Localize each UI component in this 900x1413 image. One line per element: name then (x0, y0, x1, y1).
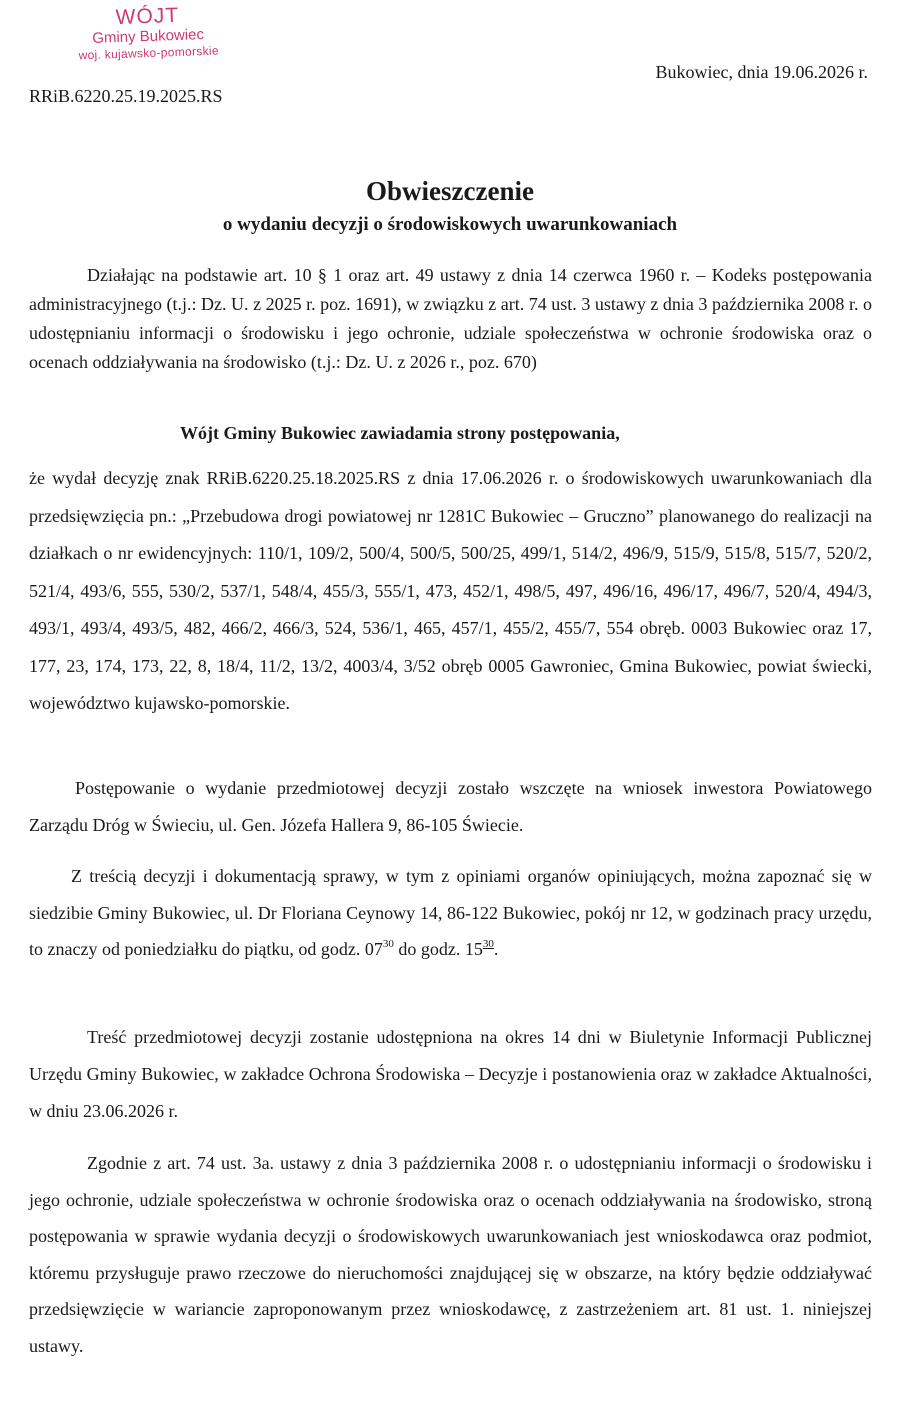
publication-paragraph: Treść przedmiotowej decyzji zostanie udostępniona na okres 14 dni w Biuletynie Informacji Publicznej Urzędu Gminy Bukowiec, w zakładce Ochrona Środowiska – Decyzje i postanowienia oraz w zakładce Aktualności, w dniu 23.06.2026 r. (29, 1027, 872, 1121)
hour-from: 07 (364, 939, 383, 959)
inspection-end: . (493, 939, 499, 959)
legal-basis-paragraph: Działając na podstawie art. 10 § 1 oraz art. 49 ustawy z dnia 14 czerwca 1960 r. – Kodeks postępowania administracyjnego (t.j.: Dz. U. z 2025 r. poz. 1691), w związku z art. 74 ust. 3 ustawy z dnia 3 października 2008 r. o udostępnianiu informacji o środowisku i jego ochronie, udziale społeczeństwa w ochronie środowiska oraz o ocenach oddziaływania na środowisko (t.j.: Dz. U. z 2026 r., poz. 670) (29, 265, 872, 372)
proceedings-text: Postępowanie o wydanie przedmiotowej decyzji zostało wszczęte na wniosek inwestora Powiatowego Zarządu Dróg w Świeciu, ul. Gen. Józefa Hallera 9, 86-105 Świecie. (29, 778, 872, 835)
inspection-text: Z treścią decyzji i dokumentacją sprawy, w tym z opiniami organów opiniujących, można zapoznać się w siedzibie Gminy Bukowiec, ul. Dr Floriana Ceynowy 14, 86-122 Bukowiec, pokój nr 12, w godzinach pracy urzędu, to znaczy od poniedziałku do piątku, od godz. (29, 866, 872, 959)
stamp-municipality: Gminy Bukowiec (92, 26, 205, 47)
stamp-title: WÓJT (115, 3, 180, 30)
proceedings-paragraph (29, 770, 872, 844)
stamp-voivodeship: woj. kujawsko-pomorskie (78, 43, 220, 63)
place-and-date: Bukowiec, dnia 19.06.2026 r. (655, 62, 868, 82)
hour-to: 15 (464, 939, 483, 959)
document-subtitle: o wydaniu decyzji o środowiskowych uwarunkowaniach (222, 214, 678, 235)
official-stamp (47, 3, 249, 64)
inspection-paragraph (29, 858, 872, 968)
parties-paragraph: Zgodnie z art. 74 ust. 3a. ustawy z dnia 3 października 2008 r. o udostępnianiu informacji o środowisku i jego ochronie, udziale społeczeństwa w ochronie środowiska oraz o ocenach oddziaływania na środowisko, stroną postępowania w sprawie wydania decyzji o środowiskowych uwarunkowaniach jest wnioskodawca oraz podmiot, któremu przysługuje prawo rzeczowe do nieruchomości znajdującej się w obszarze, na który będzie oddziaływać przedsięwzięcie w wariancie zaproponowanym przez wnioskodawcę, z zastrzeżeniem art. 81 ust. 1. niniejszej ustawy. (29, 1153, 872, 1356)
hour-from-minutes: 30 (382, 938, 394, 950)
to-label: do godz. (398, 939, 461, 959)
hour-to-minutes: 30 (482, 938, 494, 950)
document-reference: RRiB.6220.25.19.2025.RS (29, 86, 223, 106)
decision-paragraph: że wydał decyzję znak RRiB.6220.25.18.2025.RS z dnia 17.06.2026 r. o środowiskowych uwarunkowaniach dla przedsięwzięcia pn.: „Przebudowa drogi powiatowej nr 1281C Bukowiec – Gruczno” planowanego do realizacji na działkach o nr ewidencyjnych: 110/1, 109/2, 500/4, 500/5, 500/25, 499/1, 514/2, 496/9, 515/9, 515/8, 515/7, 520/2, 521/4, 493/6, 555, 530/2, 537/1, 548/4, 455/3, 555/1, 473, 452/1, 498/5, 497, 496/16, 496/17, 496/7, 520/4, 494/3, 493/1, 493/4, 493/5, 482, 466/2, 466/3, 524, 536/1, 465, 457/1, 455/2, 455/7, 554 obręb. 0003 Bukowiec oraz 17, 177, 23, 174, 173, 22, 8, 18/4, 11/2, 13/2, 4003/4, 3/52 obręb 0005 Gawroniec, Gmina Bukowiec, powiat świecki, województwo kujawsko-pomorskie. (29, 468, 872, 713)
announcement-heading: Wójt Gminy Bukowiec zawiadamia strony postępowania, (180, 423, 620, 443)
document-title: Obwieszczenie (366, 176, 534, 206)
